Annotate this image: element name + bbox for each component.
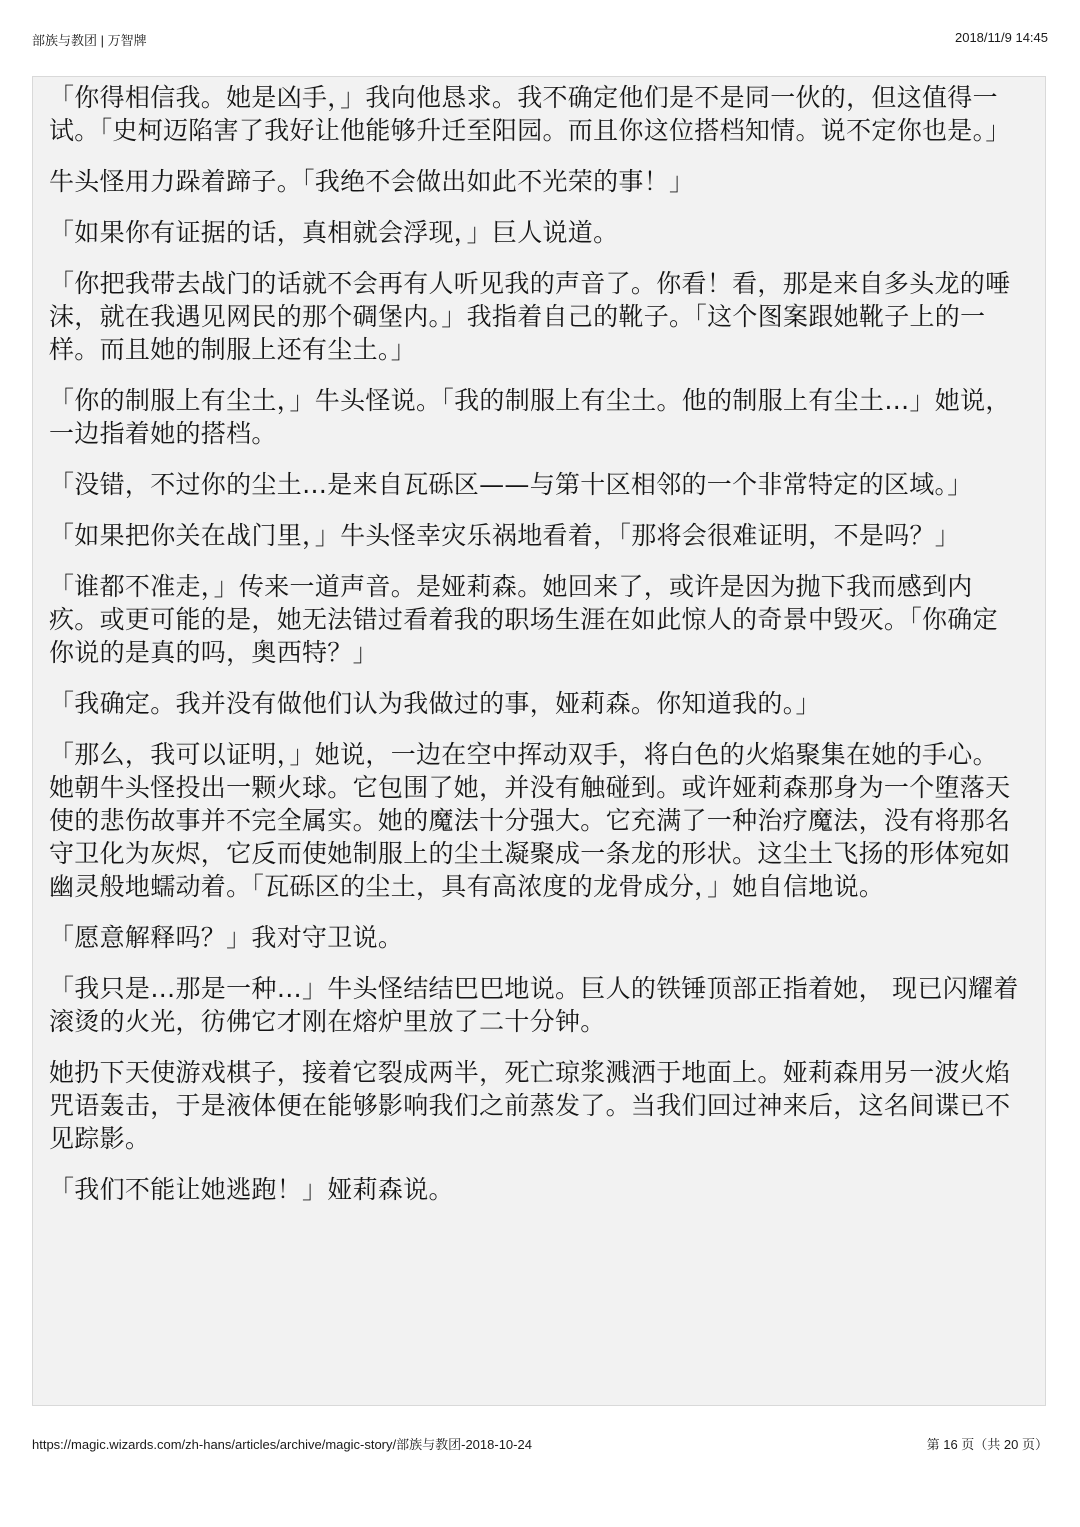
article-content xyxy=(32,76,1046,1406)
paragraph-10: 「那么，我可以证明，」她说，一边在空中挥动双手，将白色的火焰聚集在她的手心。她朝牛头怪投出一颗火球。它包围了她，并没有触碰到。或许娅莉森那身为一个堕落天使的悲伤故事并不完全属实。她的魔法十分强大。它充满了一种治疗魔法，没有将那名守卫化为灰烬，它反而使她制服上的尘土凝聚成一条龙的形状。这尘土飞扬的形体宛如幽灵般地蠕动着。「瓦砾区的尘土，具有高浓度的龙骨成分，」她自信地说。 xyxy=(49,740,1011,901)
print-datetime: 2018/11/9 14:45 xyxy=(954,30,1048,45)
paragraph-6: 「没错，不过你的尘土…是来自瓦砾区——与第十区相邻的一个非常特定的区域。」 xyxy=(49,470,973,499)
paragraph-11: 「愿意解释吗？」我对守卫说。 xyxy=(49,923,404,952)
paragraph-9: 「我确定。我并没有做他们认为我做过的事，娅莉森。你知道我的。」 xyxy=(49,689,821,718)
print-header xyxy=(32,30,1048,49)
page-title: 部族与教团 | 万智牌 xyxy=(32,33,147,48)
page-indicator: 第 16 页（共 20 页） xyxy=(926,1437,1048,1452)
page-url: https://magic.wizards.com/zh-hans/articles/archive/magic-story/部族与教团-2018-10-24 xyxy=(32,1437,532,1452)
paragraph-14: 「我们不能让她逃跑！」娅莉森说。 xyxy=(49,1175,454,1204)
paragraph-2: 牛头怪用力跺着蹄子。「我绝不会做出如此不光荣的事！」 xyxy=(49,167,695,196)
print-footer xyxy=(32,1434,1048,1453)
paragraph-5: 「你的制服上有尘土，」牛头怪说。「我的制服上有尘土。他的制服上有尘土…」她说，一边指着她的搭档。 xyxy=(49,386,1011,448)
paragraph-7: 「如果把你关在战门里，」牛头怪幸灾乐祸地看着，「那将会很难证明，不是吗？」 xyxy=(49,521,961,550)
paragraph-4: 「你把我带去战门的话就不会再有人听见我的声音了。你看！看，那是来自多头龙的唾沫，就在我遇见网民的那个碉堡内。」我指着自己的靴子。「这个图案跟她靴子上的一样。而且她的制服上还有尘土。」 xyxy=(49,269,1011,364)
paragraph-12: 「我只是…那是一种…」牛头怪结结巴巴地说。巨人的铁锤顶部正指着她， 现已闪耀着滚烫的火光，彷佛它才刚在熔炉里放了二十分钟。 xyxy=(49,974,1019,1036)
paragraph-13: 她扔下天使游戏棋子，接着它裂成两半，死亡琼浆溅洒于地面上。娅莉森用另一波火焰咒语轰击，于是液体便在能够影响我们之前蒸发了。当我们回过神来后，这名间谍已不见踪影。 xyxy=(49,1058,1011,1153)
paragraph-3: 「如果你有证据的话，真相就会浮现，」巨人说道。 xyxy=(49,218,619,247)
paragraph-1: 「你得相信我。她是凶手，」我向他恳求。我不确定他们是不是同一伙的，但这值得一试。「史柯迈陷害了我好让他能够升迁至阳园。而且你这位搭档知情。说不定你也是。」 xyxy=(49,83,1011,145)
paragraph-8: 「谁都不准走，」传来一道声音。是娅莉森。她回来了，或许是因为抛下我而感到内疚。或更可能的是，她无法错过看着我的职场生涯在如此惊人的奇景中毁灭。「你确定你说的是真的吗，奥西特？」 xyxy=(49,572,998,667)
